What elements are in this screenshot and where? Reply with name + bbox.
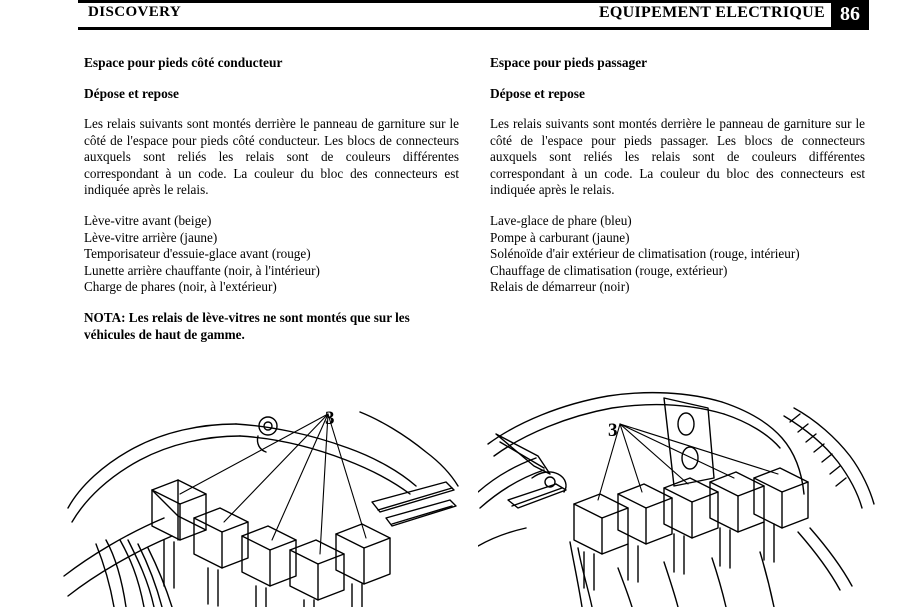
left-section-title: Espace pour pieds côté conducteur: [84, 55, 283, 70]
passenger-footwell-illustration: [478, 382, 878, 607]
right-sub-title: Dépose et repose: [490, 85, 585, 101]
header-rule-top: [78, 0, 868, 3]
list-item: Charge de phares (noir, à l'extérieur): [84, 279, 277, 295]
list-item: Pompe à carburant (jaune): [490, 229, 630, 245]
left-relay-list: [84, 213, 459, 296]
left-sub-title: Dépose et repose: [84, 85, 179, 101]
right-relay-list: [490, 213, 865, 296]
page-header: [0, 0, 897, 30]
left-figure-callout: 3: [325, 408, 335, 429]
list-item: Lave-glace de phare (bleu): [490, 212, 632, 228]
header-rule-bottom: [78, 27, 868, 30]
left-note: NOTA: Les relais de lève-vitres ne sont montés que sur les véhicules de haut de gamme.: [84, 309, 410, 342]
driver-footwell-illustration: [60, 390, 460, 607]
page-number-badge: 86: [831, 0, 869, 30]
list-item: Relais de démarreur (noir): [490, 279, 630, 295]
list-item: Lève-vitre arrière (jaune): [84, 229, 218, 245]
passenger-footwell-drawing: [478, 382, 878, 607]
left-text-column: [84, 55, 459, 343]
list-item: Solénoïde d'air extérieur de climatisation (rouge, intérieur): [490, 246, 800, 262]
driver-footwell-drawing: [60, 390, 460, 607]
right-text-column: [490, 55, 865, 310]
left-paragraph: Les relais suivants sont montés derrière le panneau de garniture sur le côté de l'espace pour pieds côté conducteur. Les blocs de connecteurs auxquels sont reliés les relais sont de couleurs différentes correspondant à un code. La couleur du bloc des connecteurs est indiquée après le relais.: [84, 116, 459, 198]
list-item: Lève-vitre avant (beige): [84, 212, 212, 228]
right-figure-callout: 3: [608, 420, 618, 441]
list-item: Temporisateur d'essuie-glace avant (rouge): [84, 246, 311, 262]
header-section-title: EQUIPEMENT ELECTRIQUE: [598, 4, 825, 21]
right-section-title: Espace pour pieds passager: [490, 55, 648, 70]
list-item: Lunette arrière chauffante (noir, à l'intérieur): [84, 262, 320, 278]
right-paragraph: Les relais suivants sont montés derrière le panneau de garniture sur le côté de l'espace pour pieds passager. Les blocs de connecteurs auxquels sont reliés les relais sont de couleurs différentes correspondant à un code. La couleur du bloc des connecteurs est indiquée après le relais.: [490, 116, 865, 198]
header-model-title: DISCOVERY: [88, 4, 182, 20]
list-item: Chauffage de climatisation (rouge, extérieur): [490, 262, 728, 278]
